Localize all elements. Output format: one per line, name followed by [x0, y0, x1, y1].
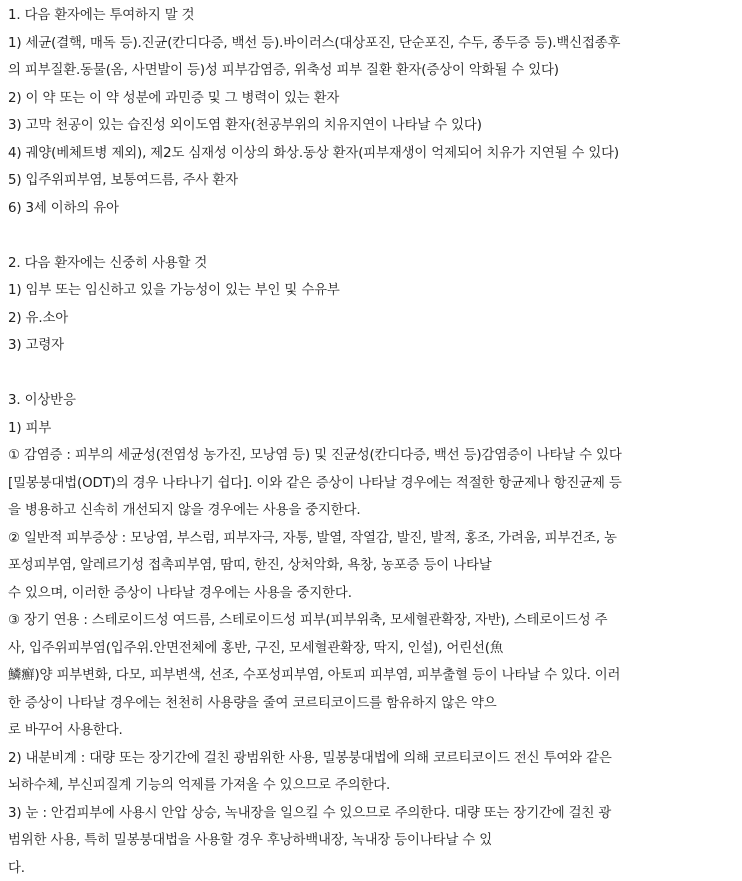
text-line [8, 360, 736, 388]
text-line: 뇌하수체, 부신피질계 기능의 억제를 가져올 수 있으므로 주의한다. [8, 778, 391, 793]
text-line: 2) 이 약 또는 이 약 성분에 과민증 및 그 병력이 있는 환자 [8, 90, 340, 106]
text-line: ③ 장기 연용 : 스테로이드성 여드름, 스테로이드성 피부(피부위축, 모세혈관확장, 자반), 스테로이드성 주 [8, 613, 608, 628]
text-line: 3) 고막 천공이 있는 습진성 외이도염 환자(천공부위의 치유지연이 나타날 수 있다) [8, 118, 482, 133]
text-line: 을 병용하고 신속히 개선되지 않을 경우에는 사용을 중지한다. [8, 503, 361, 518]
text-line: 수 있으며, 이러한 증상이 나타날 경우에는 사용을 중지한다. [8, 585, 352, 601]
text-line: ① 감염증 : 피부의 세균성(전염성 농가진, 모낭염 등) 및 진균성(칸디다증, 백선 등)감염증이 나타날 수 있다 [8, 448, 622, 463]
text-line: 한 증상이 나타날 경우에는 천천히 사용량을 줄여 코르티코이드를 함유하지 않은 약으 [8, 695, 497, 711]
text-line [8, 222, 736, 250]
text-line: 포성피부염, 알레르기성 접촉피부염, 땀띠, 한진, 상처악화, 욕창, 농포증 등이 나타날 [8, 558, 492, 573]
text-line: 의 피부질환.동물(옴, 사면발이 등)성 피부감염증, 위축성 피부 질환 환자(증상이 악화될 수 있다) [8, 63, 559, 78]
text-line: 5) 입주위피부염, 보통여드름, 주사 환자 [8, 173, 238, 188]
text-line: 사, 입주위피부염(입주위.안면전체에 홍반, 구진, 모세혈관확장, 딱지, 인설), 어린선(魚 [8, 640, 504, 656]
text-line: 2) 유.소아 [8, 310, 69, 326]
text-line: 6) 3세 이하의 유아 [8, 200, 119, 216]
text-line: 鱗癬)양 피부변화, 다모, 피부변색, 선조, 수포성피부염, 아토피 피부염, 피부출혈 등이 나타날 수 있다. 이러 [8, 668, 621, 683]
text-line: 1) 세균(결핵, 매독 등).진균(칸디다증, 백선 등).바이러스(대상포진, 단순포진, 수두, 종두증 등).백신접종후 [8, 35, 621, 51]
text-line: 2) 내분비계 : 대량 또는 장기간에 걸친 광범위한 사용, 밀봉붕대법에 의해 코르티코이드 전신 투여와 같은 [8, 750, 612, 766]
text-line: 3. 이상반응 [8, 393, 76, 408]
text-line: [밀봉붕대법(ODT)의 경우 나타나기 쉽다]. 이와 같은 증상이 나타날 경우에는 적절한 항균제나 항진균제 등 [8, 475, 622, 491]
text-line: 3) 눈 : 안검피부에 사용시 안압 상승, 녹내장을 일으킬 수 있으므로 주의한다. 대량 또는 장기간에 걸친 광 [8, 805, 612, 821]
text-line: 다. [8, 860, 25, 876]
text-line: 2. 다음 환자에는 신중히 사용할 것 [8, 255, 208, 271]
text-line: 3) 고령자 [8, 338, 64, 353]
text-line: 4) 궤양(베체트병 제외), 제2도 심재성 이상의 화상.동상 환자(피부재생이 억제되어 치유가 지연될 수 있다) [8, 145, 620, 161]
text-line: 1) 임부 또는 임신하고 있을 가능성이 있는 부인 및 수유부 [8, 283, 340, 298]
text-line: 로 바꾸어 사용한다. [8, 723, 123, 738]
text-line: 1. 다음 환자에는 투여하지 말 것 [8, 8, 195, 23]
text-line: 1) 피부 [8, 420, 52, 436]
text-line: ② 일반적 피부증상 : 모낭염, 부스럼, 피부자극, 자통, 발열, 작열감, 발진, 발적, 홍조, 가려움, 피부건조, 농 [8, 530, 617, 546]
text-line: 범위한 사용, 특히 밀봉붕대법을 사용할 경우 후낭하백내장, 녹내장 등이나타날 수 있 [8, 833, 492, 848]
